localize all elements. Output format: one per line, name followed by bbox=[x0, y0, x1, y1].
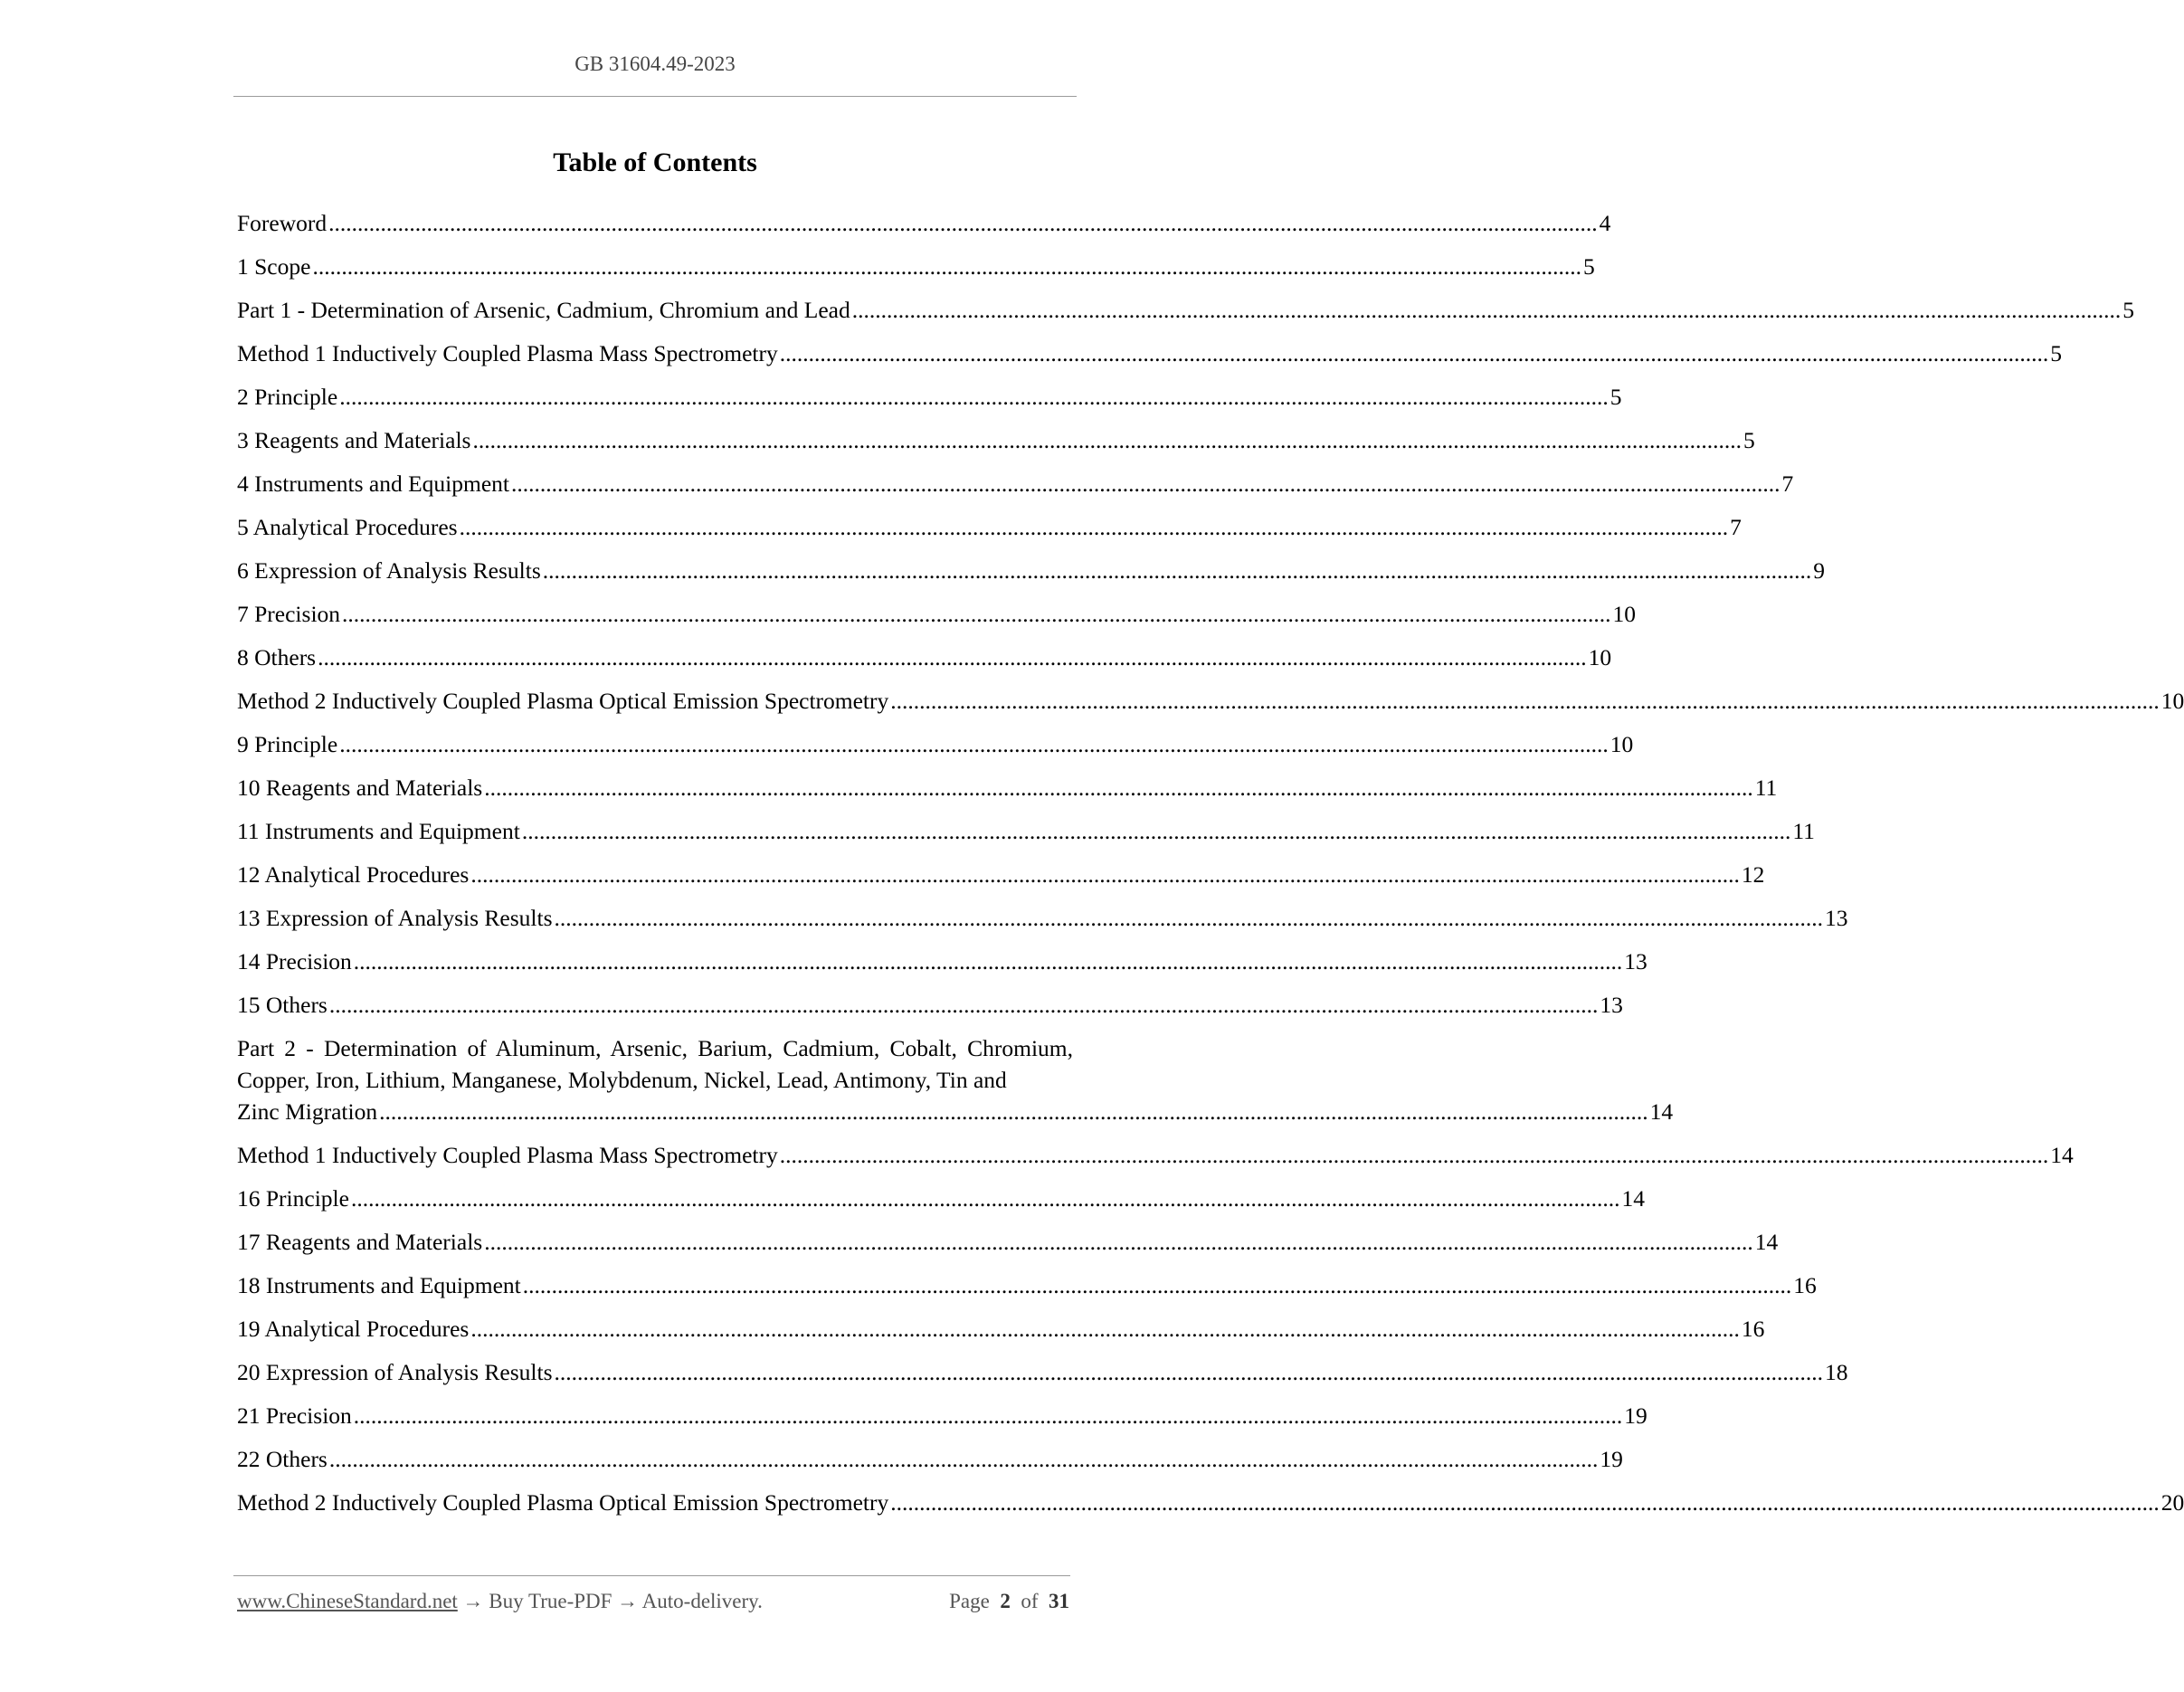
dot-leader: ............................................................................................................................................................................................................................ bbox=[350, 1185, 1620, 1212]
footer-divider bbox=[233, 1575, 1070, 1576]
toc-entry[interactable] bbox=[237, 902, 1848, 934]
toc-entry-title: 15 Others bbox=[237, 992, 328, 1018]
toc-entry[interactable] bbox=[237, 294, 2134, 326]
toc-entry-title: 22 Others bbox=[237, 1446, 328, 1472]
toc-entry[interactable] bbox=[237, 815, 1815, 847]
toc-entry[interactable] bbox=[237, 728, 1634, 760]
dot-leader: ............................................................................................................................................................................................................................ bbox=[459, 514, 1729, 540]
toc-entry[interactable] bbox=[237, 207, 1611, 239]
page-indicator: Page 2 of 31 bbox=[949, 1590, 1069, 1612]
website-link[interactable]: www.ChineseStandard.net bbox=[237, 1590, 458, 1612]
toc-entry-page: 13 bbox=[1624, 948, 1647, 974]
toc-entry-page: 20 bbox=[2160, 1489, 2184, 1516]
toc-entry[interactable] bbox=[237, 1400, 1647, 1431]
toc-entry-page: 5 bbox=[1582, 253, 1595, 280]
toc-entry-page: 7 bbox=[1730, 514, 1742, 540]
toc-entry-page: 16 bbox=[1741, 1316, 1765, 1342]
toc-entry[interactable] bbox=[237, 468, 1794, 499]
dot-leader: ............................................................................................................................................................................................................................ bbox=[484, 775, 1753, 801]
dot-leader: ............................................................................................................................................................................................................................ bbox=[379, 1098, 1648, 1125]
dot-leader: ............................................................................................................................................................................................................................ bbox=[554, 1359, 1823, 1385]
dot-leader: ............................................................................................................................................................................................................................ bbox=[779, 340, 2049, 366]
toc-entry-page: 19 bbox=[1600, 1446, 1623, 1472]
toc-entry-page: 10 bbox=[1588, 644, 1612, 670]
dot-leader: ............................................................................................................................................................................................................................ bbox=[542, 557, 1812, 584]
toc-entry-title: 10 Reagents and Materials bbox=[237, 775, 483, 801]
toc-entry-title: 19 Analytical Procedures bbox=[237, 1316, 470, 1342]
toc-entry-page: 14 bbox=[1649, 1098, 1674, 1125]
toc-entry[interactable] bbox=[237, 1487, 2184, 1518]
toc-entry[interactable] bbox=[237, 1139, 2074, 1171]
toc-entry[interactable] bbox=[237, 598, 1637, 630]
toc-entry-title: 12 Analytical Procedures bbox=[237, 861, 470, 888]
toc-entry-page: 11 bbox=[1754, 775, 1778, 801]
toc-entry-title: 9 Principle bbox=[237, 731, 338, 757]
dot-leader: ............................................................................................................................................................................................................................ bbox=[328, 992, 1599, 1018]
dot-leader: ............................................................................................................................................................................................................................ bbox=[342, 601, 1611, 627]
toc-entry[interactable] bbox=[237, 1443, 1623, 1475]
dot-leader: ............................................................................................................................................................................................................................ bbox=[472, 427, 1742, 453]
toc-entry-title: 6 Expression of Analysis Results bbox=[237, 557, 541, 584]
toc-entry-page: 10 bbox=[1612, 601, 1637, 627]
dot-leader: ............................................................................................................................................................................................................................ bbox=[318, 644, 1587, 670]
toc-entry-title: 3 Reagents and Materials bbox=[237, 427, 471, 453]
toc-entry-title: 20 Expression of Analysis Results bbox=[237, 1359, 553, 1385]
toc-entry-page: 13 bbox=[1600, 992, 1623, 1018]
toc-entry-title: Part 2 - Determination of Aluminum, Arsenic, Barium, Cadmium, Cobalt, Chromium, Copper, Iron, Lithium, Manganese, Molybdenum, Nickel, Lead, Antimony, Tin and bbox=[237, 1035, 1073, 1093]
toc-entry-title: Method 2 Inductively Coupled Plasma Optical Emission Spectrometry bbox=[237, 1489, 889, 1516]
header-divider bbox=[233, 96, 1077, 97]
toc-entry[interactable] bbox=[237, 511, 1742, 543]
dot-leader: ............................................................................................................................................................................................................................ bbox=[521, 818, 1791, 844]
toc-entry-title: 11 Instruments and Equipment bbox=[237, 818, 520, 844]
toc-entry-title: Part 1 - Determination of Arsenic, Cadmium, Chromium and Lead bbox=[237, 297, 850, 323]
toc-entry-title: 18 Instruments and Equipment bbox=[237, 1272, 521, 1298]
dot-leader: ............................................................................................................................................................................................................................ bbox=[353, 948, 1623, 974]
toc-entry-title: 14 Precision bbox=[237, 948, 352, 974]
dot-leader: ............................................................................................................................................................................................................................ bbox=[484, 1229, 1753, 1255]
dot-leader: ............................................................................................................................................................................................................................ bbox=[779, 1142, 2049, 1168]
toc-entry[interactable] bbox=[237, 642, 1612, 673]
dot-leader: ............................................................................................................................................................................................................................ bbox=[890, 688, 2160, 714]
toc-entry-page: 9 bbox=[1813, 557, 1825, 584]
toc-list bbox=[237, 207, 2184, 1530]
toc-entry-title: 21 Precision bbox=[237, 1402, 352, 1429]
toc-entry[interactable] bbox=[237, 251, 1595, 282]
dot-leader: ............................................................................................................................................................................................................................ bbox=[339, 731, 1609, 757]
toc-entry-title: Method 1 Inductively Coupled Plasma Mass Spectrometry bbox=[237, 1142, 778, 1168]
toc-entry[interactable] bbox=[237, 337, 2062, 369]
dot-leader: ............................................................................................................................................................................................................................ bbox=[312, 253, 1581, 280]
toc-entry-title: 13 Expression of Analysis Results bbox=[237, 905, 553, 931]
toc-entry[interactable] bbox=[237, 772, 1778, 803]
toc-entry-title: Method 1 Inductively Coupled Plasma Mass Spectrometry bbox=[237, 340, 778, 366]
toc-entry[interactable] bbox=[237, 1313, 1765, 1345]
dot-leader: ............................................................................................................................................................................................................................ bbox=[328, 210, 1598, 236]
toc-entry-page: 5 bbox=[1742, 427, 1755, 453]
toc-entry-page: 16 bbox=[1793, 1272, 1817, 1298]
toc-entry-title: 1 Scope bbox=[237, 253, 311, 280]
dot-leader: ............................................................................................................................................................................................................................ bbox=[339, 384, 1609, 410]
toc-entry[interactable] bbox=[237, 1356, 1848, 1388]
toc-entry-title: 7 Precision bbox=[237, 601, 341, 627]
dot-leader: ............................................................................................................................................................................................................................ bbox=[890, 1489, 2160, 1516]
toc-entry-title: 2 Principle bbox=[237, 384, 338, 410]
dot-leader: ............................................................................................................................................................................................................................ bbox=[470, 861, 1740, 888]
toc-entry-page: 5 bbox=[1610, 384, 1622, 410]
dot-leader: ............................................................................................................................................................................................................................ bbox=[328, 1446, 1599, 1472]
toc-entry[interactable] bbox=[237, 424, 1755, 456]
toc-entry-title: Method 2 Inductively Coupled Plasma Optical Emission Spectrometry bbox=[237, 688, 889, 714]
toc-entry-title: Foreword bbox=[237, 210, 328, 236]
toc-entry-page: 5 bbox=[2050, 340, 2062, 366]
toc-entry[interactable] bbox=[237, 1183, 1645, 1214]
toc-entry-page: 14 bbox=[2050, 1142, 2074, 1168]
total-pages: 31 bbox=[1049, 1590, 1069, 1612]
dot-leader: ............................................................................................................................................................................................................................ bbox=[554, 905, 1823, 931]
page-footer bbox=[237, 1590, 1069, 1613]
toc-entry-title: 4 Instruments and Equipment bbox=[237, 471, 509, 497]
toc-entry-page: 5 bbox=[2122, 297, 2134, 323]
toc-entry-title: 5 Analytical Procedures bbox=[237, 514, 458, 540]
dot-leader: ............................................................................................................................................................................................................................ bbox=[511, 471, 1780, 497]
toc-entry-page: 10 bbox=[1610, 731, 1634, 757]
toc-entry-page: 4 bbox=[1599, 210, 1611, 236]
toc-entry-page: 19 bbox=[1624, 1402, 1647, 1429]
toc-entry[interactable] bbox=[237, 685, 2184, 717]
toc-entry-part-2[interactable] bbox=[237, 1032, 1674, 1127]
toc-entry-title: 16 Principle bbox=[237, 1185, 349, 1212]
toc-entry-page: 13 bbox=[1825, 905, 1848, 931]
current-page: 2 bbox=[1000, 1590, 1011, 1612]
dot-leader: ............................................................................................................................................................................................................................ bbox=[522, 1272, 1792, 1298]
toc-entry[interactable] bbox=[237, 381, 1622, 413]
toc-entry-page: 7 bbox=[1781, 471, 1794, 497]
toc-entry[interactable] bbox=[237, 989, 1623, 1021]
toc-entry-page: 11 bbox=[1792, 818, 1815, 844]
toc-entry[interactable] bbox=[237, 1269, 1817, 1301]
toc-entry[interactable] bbox=[237, 859, 1765, 890]
toc-entry-page: 18 bbox=[1825, 1359, 1848, 1385]
toc-entry[interactable] bbox=[237, 946, 1647, 977]
footer-promo bbox=[237, 1590, 763, 1613]
document-id-header: GB 31604.49-2023 bbox=[574, 52, 736, 75]
toc-entry-title-last: Zinc Migration bbox=[237, 1098, 378, 1125]
toc-entry-page: 12 bbox=[1741, 861, 1765, 888]
toc-entry-page: 14 bbox=[1621, 1185, 1645, 1212]
toc-entry-page: 14 bbox=[1754, 1229, 1779, 1255]
footer-tagline: → Buy True-PDF → Auto-delivery. bbox=[457, 1590, 763, 1612]
toc-entry-title: 8 Others bbox=[237, 644, 317, 670]
dot-leader: ............................................................................................................................................................................................................................ bbox=[353, 1402, 1623, 1429]
dot-leader: ............................................................................................................................................................................................................................ bbox=[851, 297, 2122, 323]
toc-entry-page: 10 bbox=[2160, 688, 2184, 714]
dot-leader: ............................................................................................................................................................................................................................ bbox=[470, 1316, 1740, 1342]
toc-entry[interactable] bbox=[237, 555, 1825, 586]
toc-entry[interactable] bbox=[237, 1226, 1779, 1258]
toc-title: Table of Contents bbox=[553, 147, 757, 177]
toc-entry-title: 17 Reagents and Materials bbox=[237, 1229, 483, 1255]
